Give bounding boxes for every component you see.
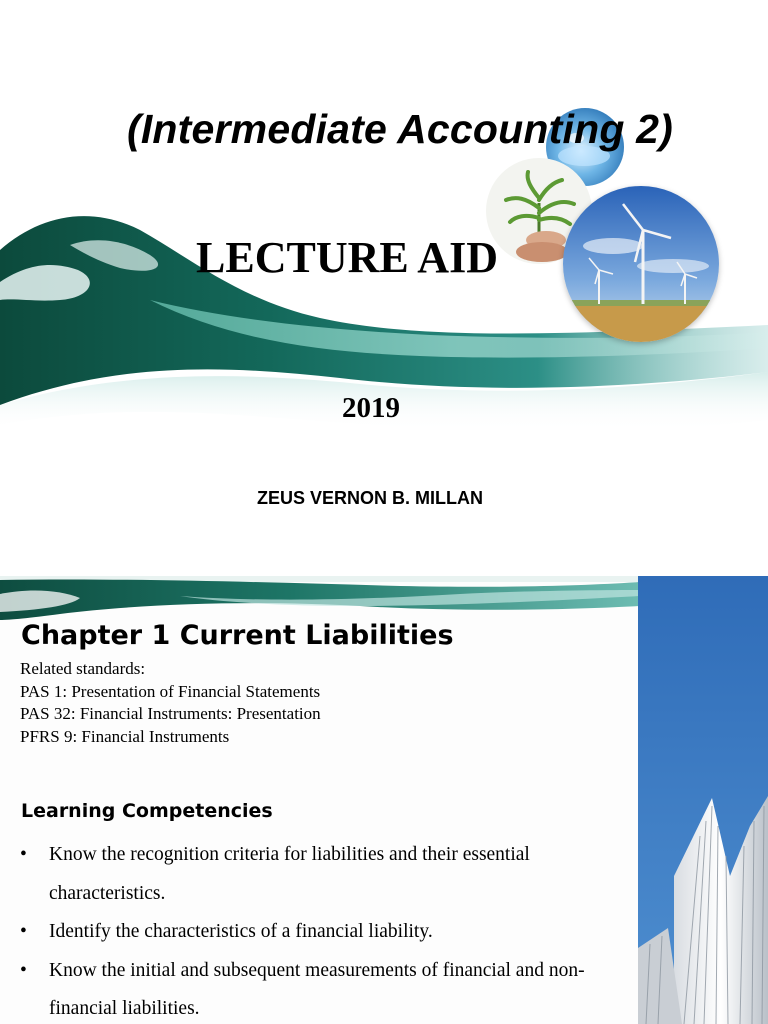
competency-text: Know the initial and subsequent measurements of financial and non-financial liabilities. (49, 959, 585, 1019)
list-item (20, 836, 632, 913)
author-name: ZEUS VERNON B. MILLAN (256, 488, 483, 508)
standards-intro: Related standards: (20, 659, 146, 678)
year-label: 2019 (342, 392, 400, 424)
bullet-icon: • (20, 844, 27, 865)
list-item (20, 952, 632, 1024)
learning-competencies-heading: Learning Competencies (21, 800, 273, 822)
competency-text: Know the recognition criteria for liabilities and their essential characteristics. (49, 844, 530, 904)
top-wave-banner (0, 576, 640, 624)
bullet-icon: • (20, 921, 27, 942)
glass-building-photo (638, 576, 768, 1024)
competency-text: Identify the characteristics of a financial liability. (49, 921, 433, 942)
chapter-slide (0, 576, 768, 1024)
slide-title: LECTURE AID (196, 233, 498, 282)
list-item (20, 913, 632, 952)
standard-item: PAS 1: Presentation of Financial Statements (20, 681, 321, 701)
standard-item: PFRS 9: Financial Instruments (20, 726, 230, 746)
wind-turbines-photo (563, 186, 719, 342)
related-standards-list (20, 658, 321, 748)
chapter-heading: Chapter 1 Current Liabilities (21, 620, 454, 651)
competencies-list (20, 836, 632, 1024)
course-subtitle: (Intermediate Accounting 2) (126, 106, 674, 152)
standard-item: PAS 32: Financial Instruments: Presentation (20, 704, 321, 723)
bullet-icon: • (20, 959, 27, 981)
